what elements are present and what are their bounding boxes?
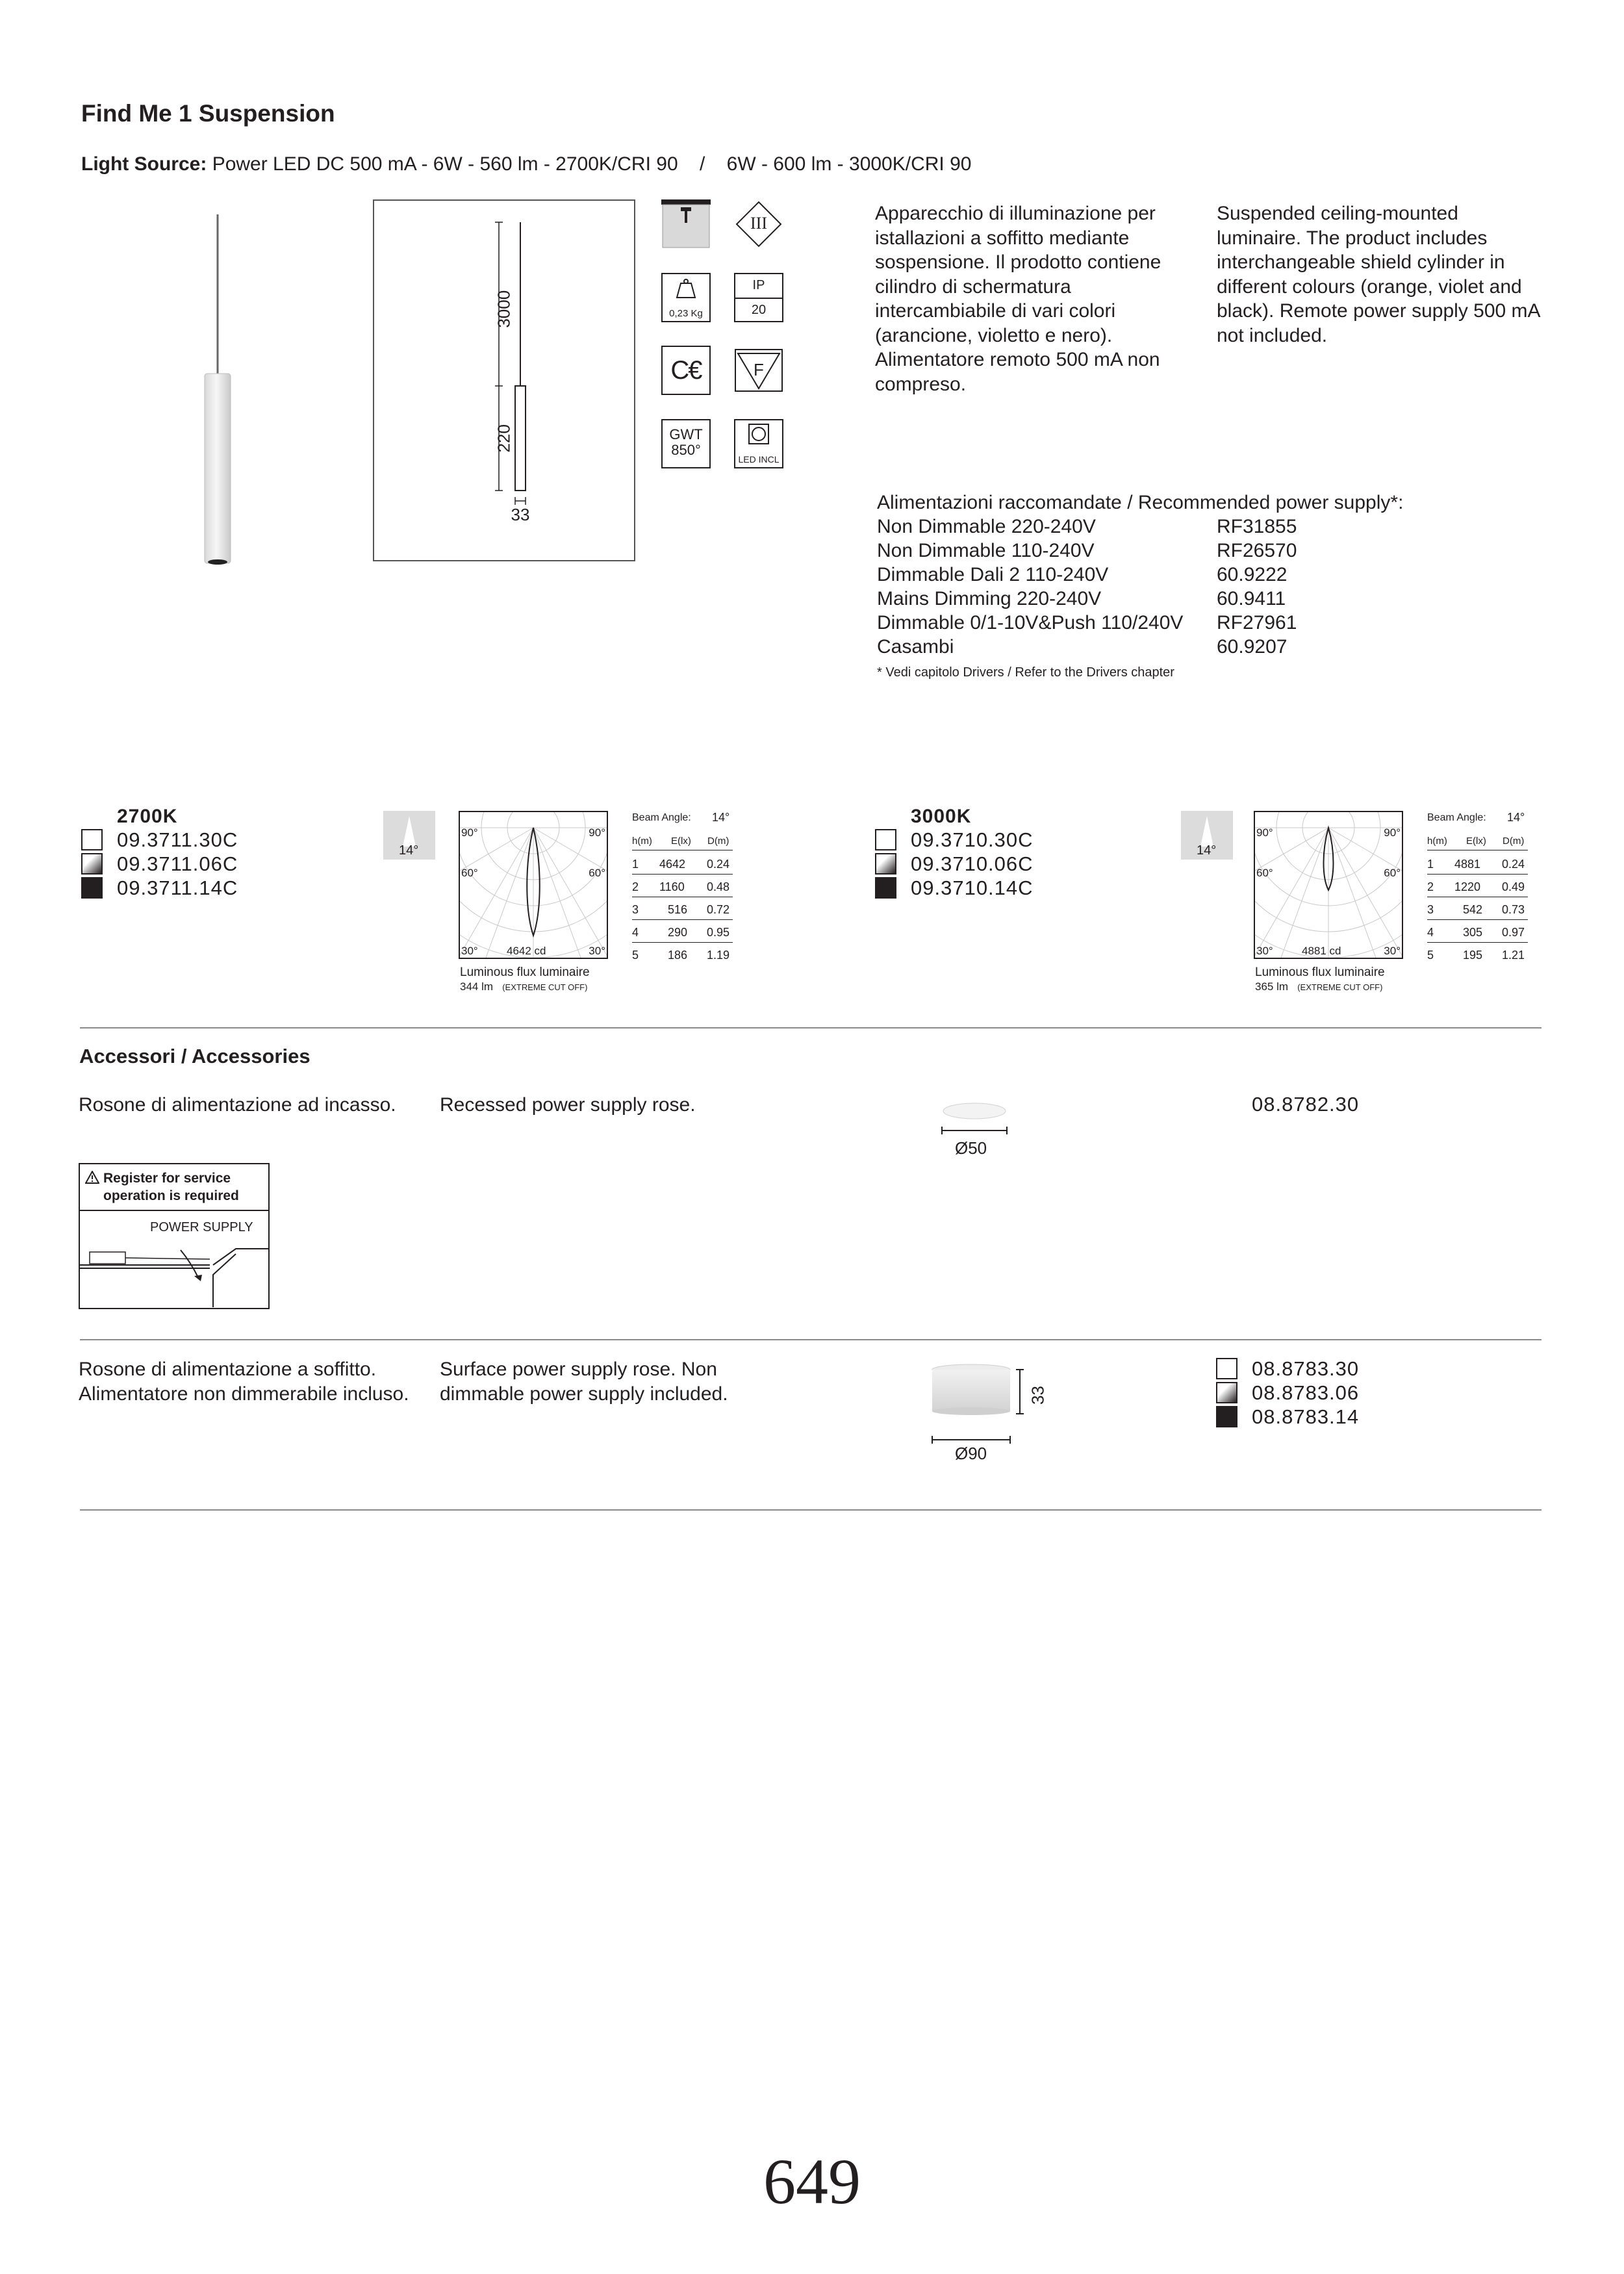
product-code: 09.3710.06C	[911, 852, 1034, 875]
class-iii-icon: III	[734, 199, 783, 249]
ip-rating-icon: IP 20	[734, 273, 783, 322]
swatch-white	[81, 829, 103, 850]
accessory-1-desc-en: Recessed power supply rose.	[440, 1094, 696, 1116]
swatch-white	[1216, 1358, 1237, 1379]
accessories-heading: Accessori / Accessories	[79, 1045, 311, 1067]
product-code: 08.8783.06	[1252, 1381, 1360, 1404]
page-title: Find Me 1 Suspension	[81, 100, 335, 127]
f-mark-icon: F	[734, 346, 783, 395]
product-code: 08.8783.30	[1252, 1357, 1360, 1380]
accessory-2-desc-en: Surface power supply rose. Non dimmable power supply included.	[440, 1359, 728, 1405]
table-row: Dimmable 0/1-10V&Push 110/240V RF27961	[877, 612, 1297, 633]
swatch-black	[875, 877, 896, 899]
accessory-2-dim-w: Ø90	[955, 1444, 987, 1463]
swatch-black	[1216, 1406, 1237, 1427]
accessory-2-dim-h: 33	[1028, 1386, 1048, 1405]
ceiling-mount-icon	[661, 199, 711, 249]
beam-angle-icon: 14°	[383, 811, 435, 860]
description-it: Apparecchio di illuminazione per istallazioni a soffitto mediante sospensione. Il prodotto contiene cilindro di schermatura intercambiabile di vari colori (arancione, violetto e nero). Alimentatore remoto 500 mA non compreso.	[875, 203, 1161, 395]
product-code: 09.3711.30C	[117, 828, 238, 851]
swatch-chrome	[1216, 1382, 1237, 1403]
table-row: Non Dimmable 220-240V RF31855	[877, 516, 1297, 537]
product-code: 08.8783.14	[1252, 1405, 1360, 1428]
beam-angle-icon: 14°	[1181, 811, 1233, 860]
led-included-icon: LED INCL	[734, 419, 783, 468]
flux-label: Luminous flux luminaire	[1255, 965, 1385, 979]
table-row: Dimmable Dali 2 110-240V 60.9222	[877, 564, 1288, 585]
product-code: 09.3710.14C	[911, 876, 1034, 899]
divider	[80, 1339, 1542, 1340]
weight-icon	[661, 273, 711, 322]
service-warning-box: Register for service operation is required POWER SUPPLY	[79, 1163, 270, 1309]
variant-cct-2700: 2700K	[117, 806, 178, 827]
beam-table-2700: Beam Angle: 14° h(m) E(lx) D(m) 1 4642 0.24 2 1160 0.48 3 516 0.72 4 290 0.95 5 186 1.19	[632, 811, 736, 967]
description-en: Suspended ceiling-mounted luminaire. The product includes interchangeable shield cylinder in different colours (orange, violet and black). Remote power supply 500 mA not included.	[1217, 203, 1540, 346]
swatch-chrome	[81, 853, 103, 875]
product-code: 08.8782.30	[1252, 1093, 1360, 1116]
light-source-value: Power LED DC 500 mA - 6W - 560 lm - 2700K/CRI 90 / 6W - 600 lm - 3000K/CRI 90	[212, 153, 972, 175]
dim-height-total: 3000	[494, 290, 514, 328]
divider	[80, 1027, 1542, 1028]
flux-label: Luminous flux luminaire	[460, 965, 590, 979]
surface-rose-drawing	[929, 1363, 1043, 1454]
page-number: 649	[763, 2145, 861, 2217]
product-code: 09.3711.14C	[117, 876, 238, 899]
accessory-1-desc-it: Rosone di alimentazione ad incasso.	[79, 1094, 396, 1116]
product-code: 09.3710.30C	[911, 828, 1034, 851]
weight-value: 0,23 Kg	[669, 308, 703, 319]
accessory-1-dim: Ø50	[955, 1138, 987, 1158]
swatch-white	[875, 829, 896, 850]
power-supply-note: * Vedi capitolo Drivers / Refer to the Drivers chapter	[877, 665, 1174, 680]
light-source	[81, 153, 971, 175]
polar-diagram-2700: 90° 90° 60° 60° 30° 30° 4642 cd	[459, 811, 608, 959]
swatch-black	[81, 877, 103, 899]
divider	[80, 1509, 1542, 1511]
product-photo	[188, 214, 247, 572]
warning-icon	[85, 1171, 99, 1184]
dim-height-body: 220	[494, 424, 514, 453]
accessory-2-desc-it: Rosone di alimentazione a soffitto. Alimentatore non dimmerabile incluso.	[79, 1359, 409, 1405]
dim-width: 33	[511, 505, 530, 524]
beam-table-3000: Beam Angle: 14° h(m) E(lx) D(m) 1 4881 0.24 2 1220 0.49 3 542 0.73 4 305 0.97 5 195 1.21	[1427, 811, 1531, 967]
flux-value: 365 lm (EXTREME CUT OFF)	[1255, 980, 1383, 993]
polar-diagram-3000: 90° 90° 60° 60° 30° 30° 4881 cd	[1254, 811, 1403, 959]
power-supply-table	[877, 491, 1559, 659]
dimension-drawing	[373, 199, 635, 561]
table-row: Casambi 60.9207	[877, 636, 1288, 658]
table-row: Mains Dimming 220-240V 60.9411	[877, 588, 1286, 609]
table-row: Non Dimmable 110-240V RF26570	[877, 540, 1297, 561]
light-source-label: Light Source:	[81, 153, 207, 175]
variant-cct-3000: 3000K	[911, 806, 972, 827]
power-supply-heading: Alimentazioni raccomandate / Recommended power supply*:	[877, 492, 1404, 513]
gwt-icon: GWT 850°	[661, 419, 711, 468]
flux-value: 344 lm (EXTREME CUT OFF)	[460, 980, 588, 993]
ce-mark-icon: C€	[661, 346, 711, 395]
product-code: 09.3711.06C	[117, 852, 238, 875]
swatch-chrome	[875, 853, 896, 875]
